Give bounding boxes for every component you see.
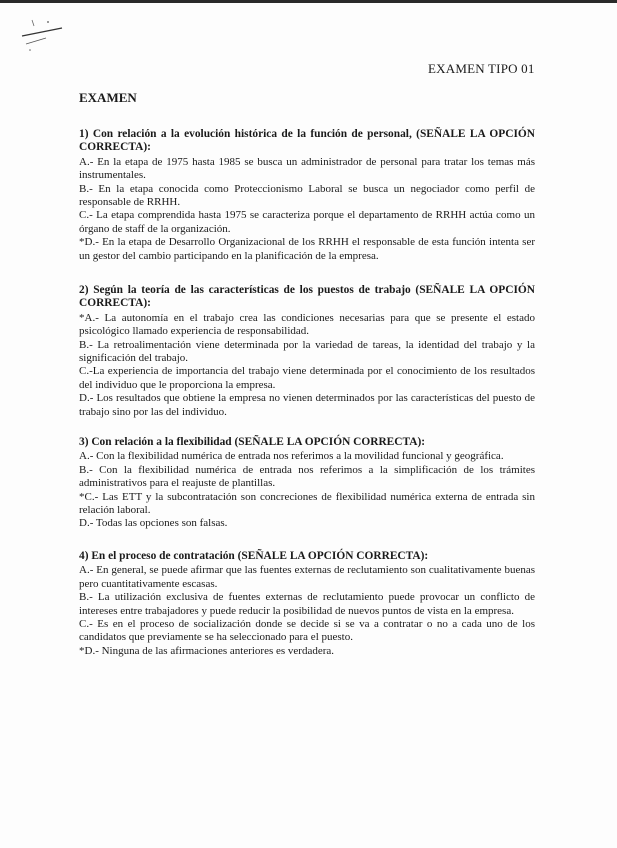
option-c: C.- Es en el proceso de socialización donde se decide si se va a contratar o no a cada uno de los candidatos que previamente se ha seleccionado para el puesto. bbox=[79, 618, 535, 644]
option-c: C.- La etapa comprendida hasta 1975 se caracteriza porque el departamento de RRHH actúa como un órgano de staff de la organización. bbox=[79, 209, 535, 235]
question-title: 1) Con relación a la evolución histórica de la función de personal, (SEÑALE LA OPCIÓN CORRECTA): bbox=[79, 128, 535, 154]
option-a: A.- En la etapa de 1975 hasta 1985 se busca un administrador de personal para tratar los temas más instrumentales. bbox=[79, 155, 535, 182]
question-title: 2) Según la teoría de las características de los puestos de trabajo (SEÑALE LA OPCIÓN CORRECTA): bbox=[79, 284, 535, 310]
option-b: B.- En la etapa conocida como Proteccionismo Laboral se busca un negociador como perfil de responsable de RRHH. bbox=[79, 182, 535, 209]
option-c: C.-La experiencia de importancia del trabajo viene determinada por el conocimiento de los resultados del individuo que le proporciona la empresa. bbox=[79, 365, 535, 391]
option-d: *D.- Ninguna de las afirmaciones anteriores es verdadera. bbox=[79, 644, 335, 657]
question-2 bbox=[79, 284, 535, 419]
option-b: B.- La retroalimentación viene determinada por la variedad de tareas, la identidad del trabajo y la significación del trabajo. bbox=[79, 338, 535, 365]
option-a: A.- Con la flexibilidad numérica de entrada nos referimos a la movilidad funcional y geográfica. bbox=[79, 450, 504, 463]
document-heading: EXAMEN bbox=[79, 90, 137, 105]
question-1 bbox=[79, 128, 535, 263]
option-b: B.- Con la flexibilidad numérica de entrada nos referimos a la simplificación de los trámites administrativos para el reajuste de plantillas. bbox=[79, 463, 535, 490]
exam-code: EXAMEN TIPO 01 bbox=[428, 61, 535, 76]
option-d: D.- Todas las opciones son falsas. bbox=[79, 517, 228, 530]
option-a: *A.- La autonomía en el trabajo crea las condiciones necesarias para que se presente el estado psicológico llamado experiencia de responsabilidad. bbox=[79, 311, 535, 338]
option-a: A.- En general, se puede afirmar que las fuentes externas de reclutamiento son cualitativamente buenas pero cuantitativamente escasas. bbox=[79, 564, 535, 590]
pen-scribble-icon bbox=[18, 14, 66, 54]
option-b: B.- La utilización exclusiva de fuentes externas de reclutamiento puede provocar un conflicto de intereses entre trabajadores y puede reducir la posibilidad de nuevos puntos de vista en la empresa. bbox=[79, 591, 535, 617]
question-4 bbox=[79, 550, 535, 658]
option-c: *C.- Las ETT y la subcontratación son concreciones de flexibilidad numérica externa de entrada sin relación laboral. bbox=[79, 490, 535, 517]
question-3 bbox=[79, 436, 535, 531]
question-title: 3) Con relación a la flexibilidad (SEÑALE LA OPCIÓN CORRECTA): bbox=[79, 436, 426, 448]
question-title: 4) En el proceso de contratación (SEÑALE LA OPCIÓN CORRECTA): bbox=[79, 550, 429, 562]
page-top-edge bbox=[0, 0, 617, 3]
option-d: D.- Los resultados que obtiene la empresa no vienen determinados por las características del puesto de trabajo sino por las del individuo. bbox=[79, 392, 535, 418]
option-d: *D.- En la etapa de Desarrollo Organizacional de los RRHH el responsable de esta función intenta ser un gestor del cambio participando en la planificación de la empresa. bbox=[79, 236, 535, 262]
